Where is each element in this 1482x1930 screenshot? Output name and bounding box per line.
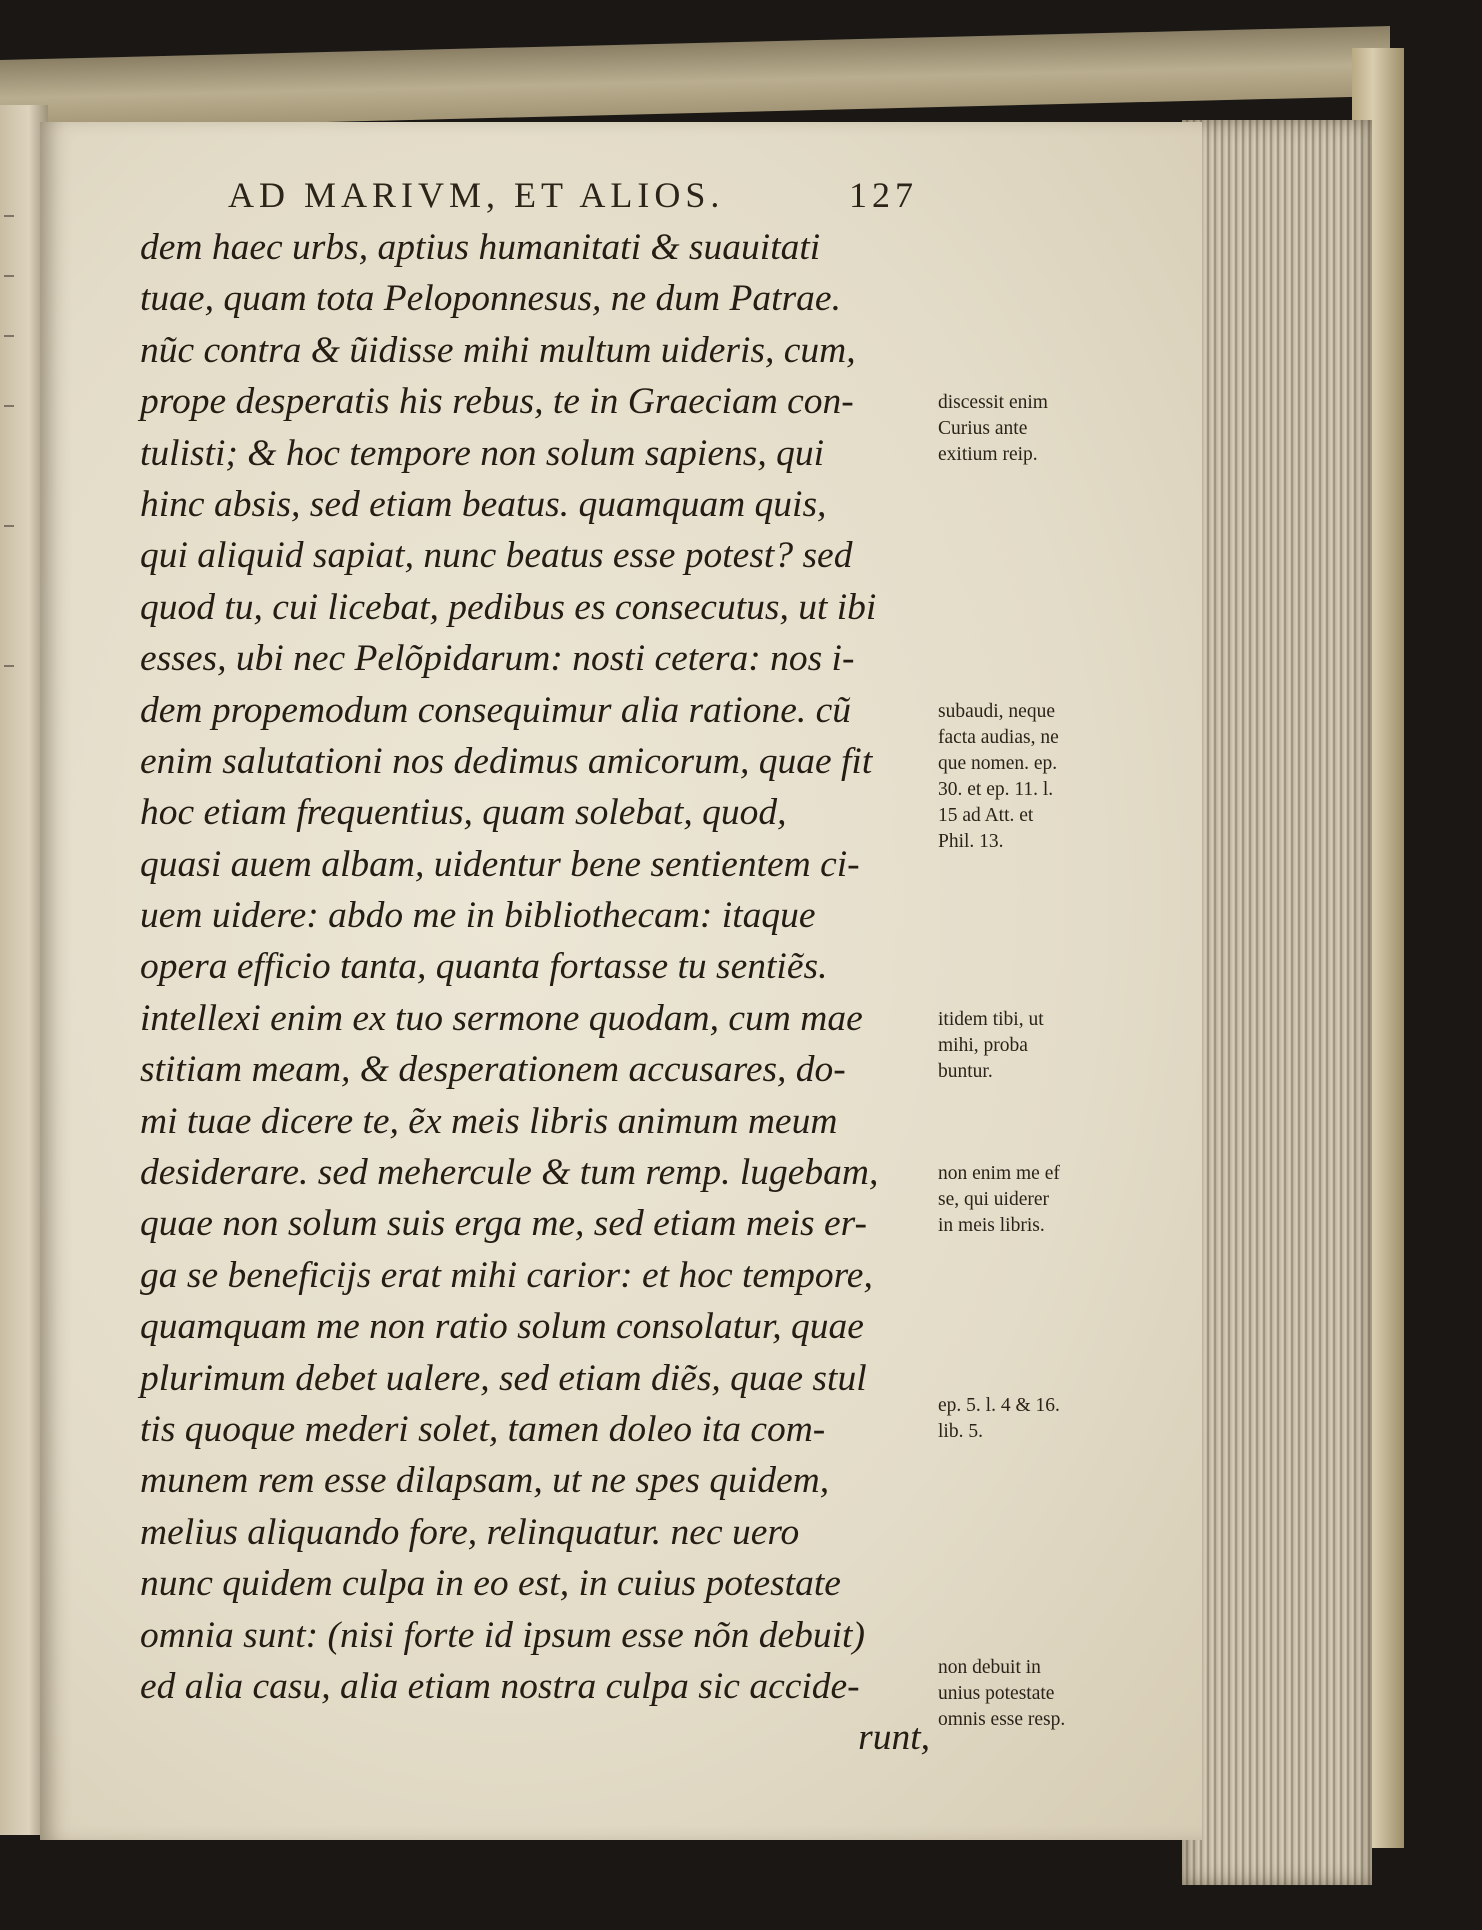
text-line: quae non solum suis erga me, sed etiam meis er- — [140, 1203, 867, 1245]
text-line: plurimum debet ualere, sed etiam diẽs, quae stul — [140, 1357, 867, 1399]
margin-note-line: unius potestate — [938, 1682, 1055, 1704]
running-title: AD MARIVM, ET ALIOS. — [228, 175, 725, 215]
text-line: desiderare. sed mehercule & tum remp. lugebam, — [140, 1152, 879, 1194]
text-line: stitiam meam, & desperationem accusares, do- — [140, 1049, 846, 1091]
margin-note — [938, 390, 1168, 468]
margin-note-line: non debuit in — [938, 1656, 1041, 1678]
text-line: omnia sunt: (nisi forte id ipsum esse nõn debuit) — [140, 1614, 865, 1656]
margin-note-line: se, qui uiderer — [938, 1189, 1050, 1211]
margin-note-line: facta audias, ne — [938, 726, 1059, 748]
margin-note-line: mihi, proba — [938, 1035, 1028, 1056]
text-line: nũc contra & ũidisse mihi multum uideris, cum, — [140, 329, 856, 371]
text-line: opera efficio tanta, quanta fortasse tu sentiẽs. — [140, 946, 828, 988]
text-line: dem haec urbs, aptius humanitati & suauitati — [140, 227, 821, 268]
margin-note-line: que nomen. ep. — [938, 752, 1058, 774]
text-line: esses, ubi nec Pelõpidarum: nosti cetera: nos i- — [140, 638, 855, 680]
margin-note-line: buntur. — [938, 1061, 993, 1082]
text-line: uem uidere: abdo me in bibliothecam: itaque — [140, 895, 816, 937]
text-line: quod tu, cui licebat, pedibus es consecutus, ut ibi — [140, 586, 877, 628]
margin-note — [938, 1007, 1168, 1085]
text-line: hinc absis, sed etiam beatus. quamquam quis, — [140, 483, 827, 525]
margin-note-line: Curius ante — [938, 418, 1028, 440]
text-line: dem propemodum consequimur alia ratione. cũ — [140, 689, 852, 731]
text-line: nunc quidem culpa in eo est, in cuius potestate — [140, 1563, 841, 1605]
text-line: melius aliquando fore, relinquatur. nec uero — [140, 1511, 800, 1553]
margin-note-line: omnis esse resp. — [938, 1708, 1066, 1730]
margin-note-line: exitium reip. — [938, 444, 1038, 466]
text-line: ga se beneficijs erat mihi carior: et hoc tempore, — [140, 1254, 873, 1296]
margin-note — [938, 1655, 1168, 1733]
text-line: quamquam me non ratio solum consolatur, quae — [140, 1306, 864, 1348]
margin-note-line: 30. et ep. 11. l. — [938, 778, 1054, 800]
text-line: munem rem esse dilapsam, ut ne spes quidem, — [140, 1460, 830, 1502]
running-head — [228, 174, 918, 224]
body-text — [140, 222, 940, 1764]
margin-note — [938, 699, 1168, 855]
bleed-through — [940, 268, 1160, 324]
text-line: tuae, quam tota Peloponnesus, ne dum Patrae. — [140, 278, 841, 320]
margin-note — [938, 1161, 1168, 1239]
margin-note-line: Phil. 13. — [938, 830, 1004, 852]
page-block-edge — [1182, 120, 1372, 1885]
margin-note-line: in meis libris. — [938, 1215, 1045, 1237]
text-line: ed alia casu, alia etiam nostra culpa sic accide- — [140, 1665, 860, 1707]
text-line: enim salutationi nos dedimus amicorum, quae fit — [140, 740, 873, 782]
text-line: tulisti; & hoc tempore non solum sapiens, qui — [140, 432, 824, 474]
margin-note-line: lib. 5. — [938, 1420, 983, 1442]
margin-note — [938, 1393, 1168, 1445]
text-line: quasi auem albam, uidentur bene sentientem ci- — [140, 843, 860, 885]
margin-note-line: discessit enim — [938, 392, 1048, 414]
margin-note-line: itidem tibi, ut — [938, 1009, 1044, 1030]
text-line: mi tuae dicere te, ẽx meis libris animum meum — [140, 1100, 838, 1142]
text-line: tis quoque mederi solet, tamen doleo ita com- — [140, 1408, 826, 1450]
margin-note-line: ep. 5. l. 4 & 16. — [938, 1394, 1060, 1416]
text-line: qui aliquid sapiat, nunc beatus esse potest? sed — [140, 535, 853, 577]
margin-note-line: subaudi, neque — [938, 700, 1055, 722]
binding-edge — [0, 26, 1390, 130]
margin-note-line: 15 ad Att. et — [938, 804, 1034, 826]
text-line: intellexi enim ex tuo sermone quodam, cum mae — [140, 997, 863, 1039]
margin-note-line: non enim me ef — [938, 1163, 1060, 1185]
text-line: prope desperatis his rebus, te in Graeciam con- — [140, 381, 854, 423]
text-line: hoc etiam frequentius, quam solebat, quod, — [140, 792, 787, 834]
page-number: 127 — [849, 175, 918, 215]
text-line: runt, — [858, 1717, 930, 1759]
